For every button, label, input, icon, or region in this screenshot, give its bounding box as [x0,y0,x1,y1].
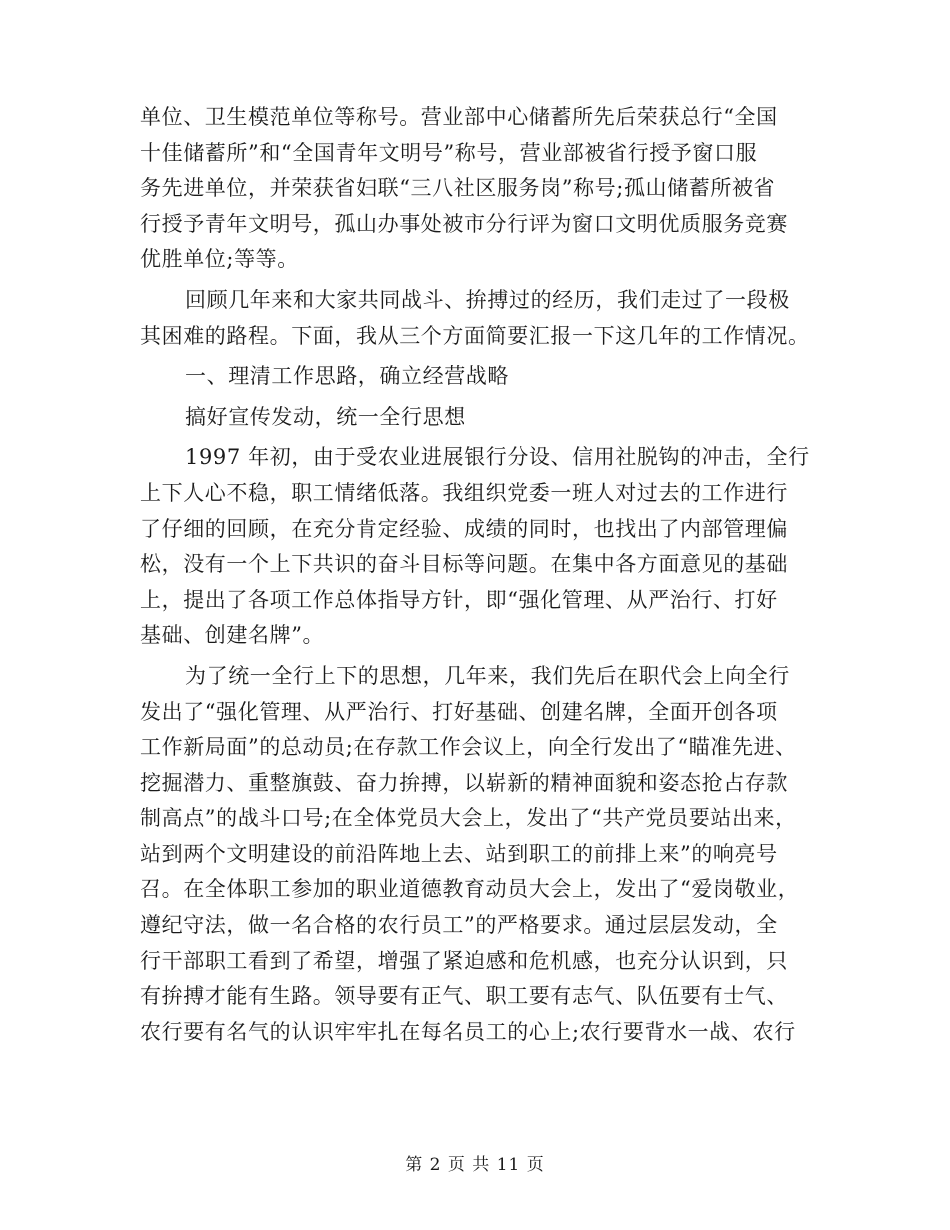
text-line: 基础、创建名牌”。 [140,623,325,648]
text-line: 有拚搏才能有生路。领导要有正气、职工要有志气、队伍要有士气、 [140,984,788,1009]
text-line: 召。在全体职工参加的职业道德教育动员大会上，发出了“爱岗敬业， [140,877,800,902]
subsection-heading: 搞好宣传发动，统一全行思想 [185,404,466,429]
text-line: 上下人心不稳，职工情绪低落。我组织党委一班人对过去的工作进行 [140,480,788,505]
text-line: 十佳储蓄所”和“全国青年文明号”称号，营业部被省行授予窗口服 [140,140,758,165]
text-line: 了仔细的回顾，在充分肯定经验、成绩的同时，也找出了内部管理偏 [140,516,788,541]
text-line: 挖掘潜力、重整旗鼓、奋力拚搏，以崭新的精神面貌和姿态抢占存款 [140,770,788,795]
text-line: 农行要有名气的认识牢牢扎在每名员工的心上;农行要背水一战、农行 [140,1019,796,1044]
text-line: 回顾几年来和大家共同战斗、拚搏过的经历，我们走过了一段极 [185,287,790,312]
text-line: 上，提出了各项工作总体指导方针，即“强化管理、从严治行、打好 [140,587,778,612]
text-line: 工作新局面”的总动员;在存款工作会议上，向全行发出了“瞄准先进、 [140,735,797,760]
text-line: 1997 年初，由于受农业进展银行分设、信用社脱钩的冲击，全行 [185,445,810,470]
text-line: 松，没有一个上下共识的奋斗目标等问题。在集中各方面意见的基础 [140,552,788,577]
text-line: 发出了“强化管理、从严治行、打好基础、创建名牌，全面开创各项 [140,699,778,724]
text-line: 优胜单位;等等。 [140,247,299,272]
document-body [140,100,820,1050]
text-line: 其困难的路程。下面，我从三个方面简要汇报一下这几年的工作情况。 [140,323,810,348]
text-line: 为了统一全行上下的思想，几年来，我们先后在职代会上向全行 [185,663,790,688]
text-line: 行干部职工看到了希望，增强了紧迫感和危机感，也充分认识到，只 [140,948,788,973]
section-heading: 一、理清工作思路，确立经营战略 [185,364,509,389]
text-line: 站到两个文明建设的前沿阵地上去、站到职工的前排上来”的响亮号 [140,841,778,866]
text-line: 单位、卫生模范单位等称号。营业部中心储蓄所先后荣获总行“全国 [140,105,778,129]
text-line: 务先进单位，并荣获省妇联“三八社区服务岗”称号;孤山储蓄所被省 [140,176,776,201]
text-line: 行授予青年文明号，孤山办事处被市分行评为窗口文明优质服务竞赛 [140,211,788,236]
text-line: 遵纪守法，做一名合格的农行员工”的严格要求。通过层层发动，全 [140,913,778,938]
text-line: 制高点”的战斗口号;在全体党员大会上，发出了“共产党员要站出来， [140,806,797,831]
page-number-footer: 第 2 页 共 11 页 [405,1155,545,1175]
